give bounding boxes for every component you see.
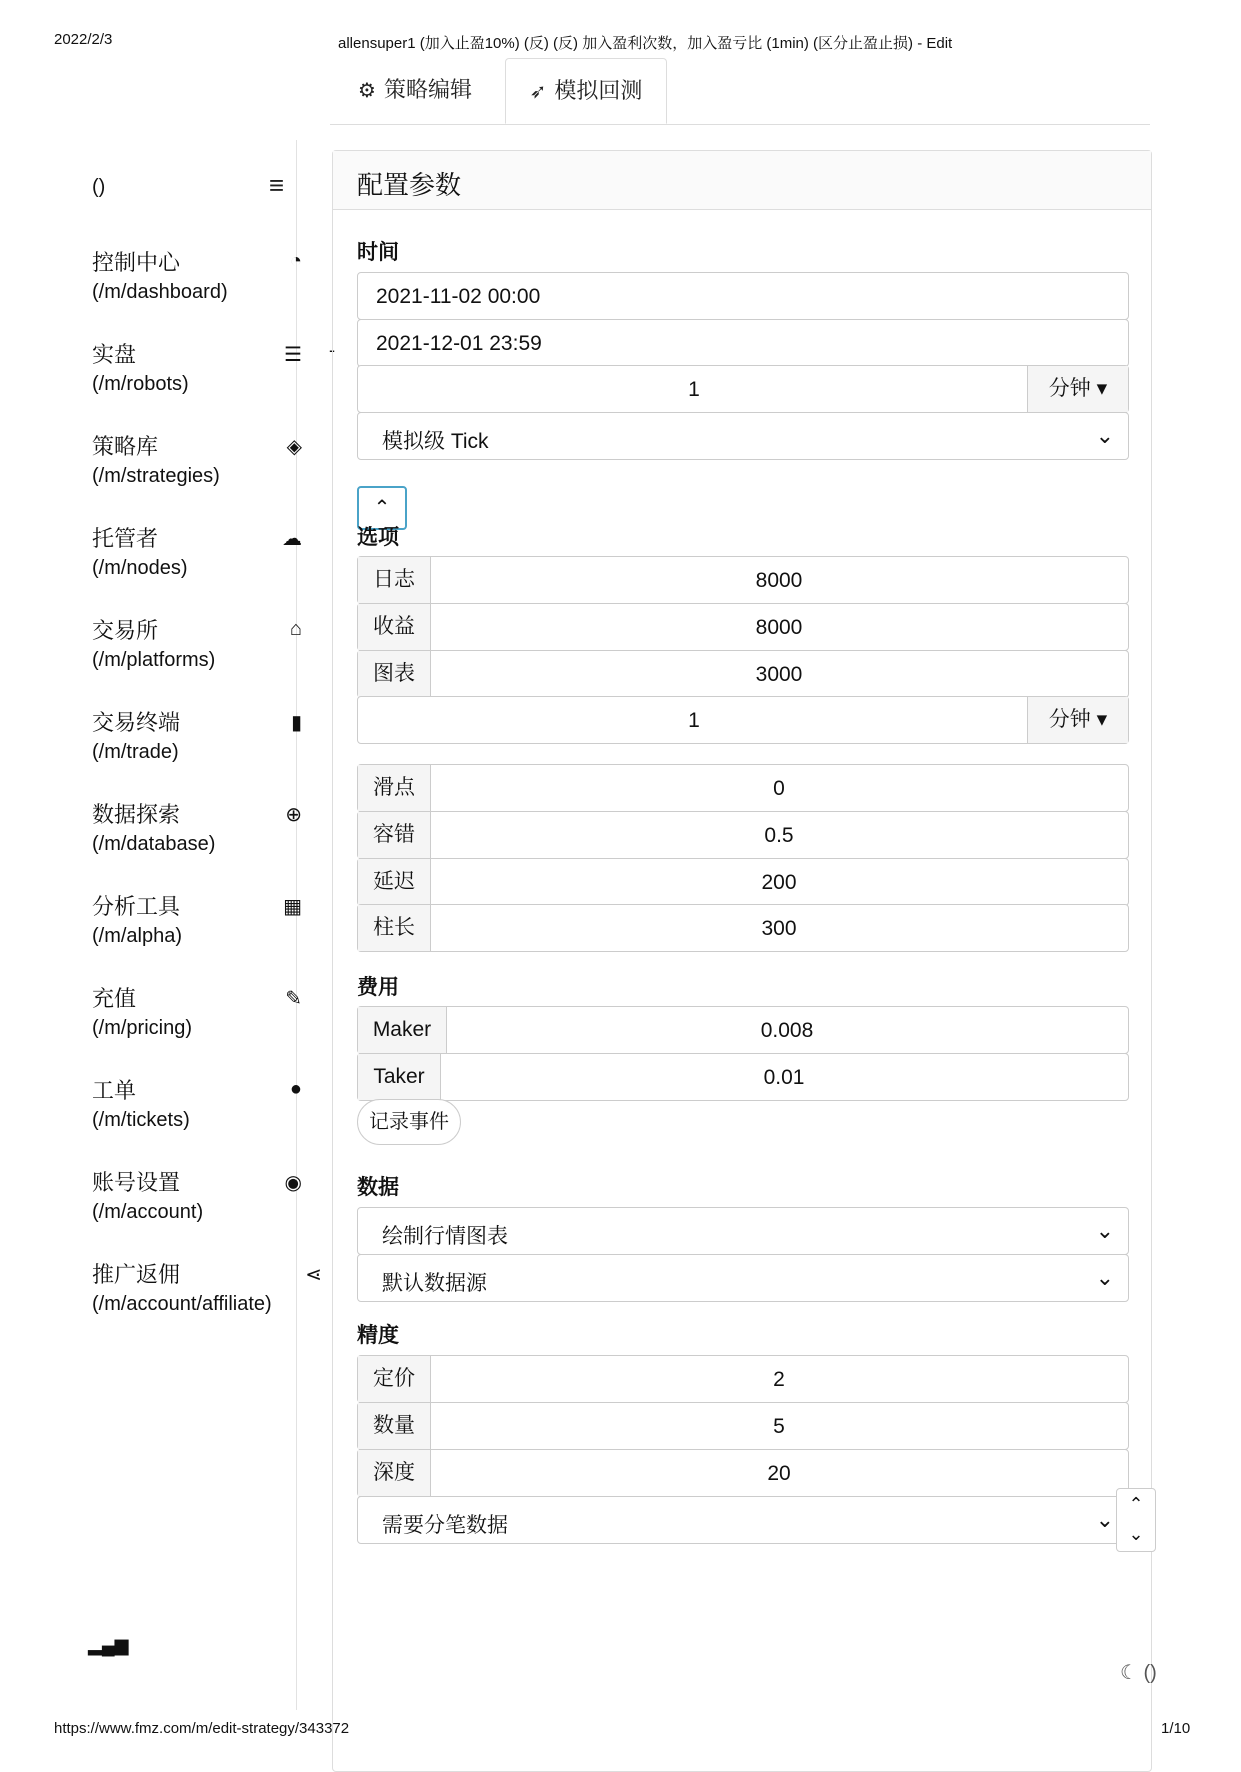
taker-fee-group [357, 1053, 1129, 1101]
record-events-button[interactable]: 记录事件 [357, 1099, 461, 1145]
tick-mode-select[interactable]: 模拟级 Tick ⌄ [357, 412, 1129, 460]
slippage-input[interactable]: 0 [773, 777, 785, 800]
section-fees-label: 费用 [357, 976, 399, 999]
maker-fee-label: Maker [358, 1007, 447, 1053]
section-precision-label: 精度 [357, 1324, 399, 1347]
delay-input[interactable]: 200 [761, 871, 797, 894]
tab-strategy-edit[interactable] [330, 58, 500, 122]
slippage-group [357, 764, 1129, 812]
panel-title: 配置参数 [357, 170, 462, 200]
tick-data-select[interactable]: 需要分笔数据 ⌄ [357, 1496, 1129, 1544]
taker-fee-label: Taker [358, 1054, 441, 1100]
number-spinner[interactable] [1116, 1488, 1156, 1552]
menu-icon[interactable]: ≡ [268, 170, 284, 200]
sidebar-item-dashboard[interactable]: 控制中心 (/m/dashboard) ◔ [92, 250, 302, 303]
bar-chart-icon: ▮ [290, 712, 302, 734]
price-precision-input[interactable]: 2 [773, 1368, 785, 1391]
log-limit-group [357, 556, 1129, 604]
share-icon: ⋖ [305, 1264, 322, 1286]
panel-header [333, 151, 1151, 210]
chart-limit-input[interactable]: 3000 [755, 663, 803, 686]
print-url: https://www.fmz.com/m/edit-strategy/343372 [54, 1720, 350, 1737]
price-precision-label: 定价 [358, 1356, 431, 1402]
dashboard-icon: ◔ [289, 250, 302, 272]
options-period-input[interactable]: 1 [688, 709, 700, 732]
maker-fee-input[interactable]: 0.008 [760, 1019, 814, 1042]
sidebar-item-trade[interactable]: 交易终端 (/m/trade) ▮ [92, 710, 302, 763]
tolerance-label: 容错 [358, 812, 431, 858]
bar-length-label: 柱长 [358, 905, 431, 951]
bar-length-input[interactable]: 300 [761, 917, 797, 940]
sidebar-item-platforms[interactable]: 交易所 (/m/platforms) ⌂ [92, 618, 302, 671]
bank-icon: ⌂ [289, 618, 302, 640]
tab-strategy-edit-label: 策略编辑 [383, 77, 472, 102]
signal-icon: ▂▄▆ [88, 1635, 129, 1655]
comment-icon: ● [289, 1078, 302, 1100]
data-source-select[interactable]: 默认数据源 ⌄ [357, 1254, 1129, 1302]
collapse-button[interactable]: ⌃ [357, 486, 407, 530]
separator-dash: - [329, 340, 335, 360]
tasks-icon: ☰ [284, 344, 302, 366]
bar-length-group [357, 904, 1129, 952]
sidebar-item-nodes[interactable]: 托管者 (/m/nodes) ☁ [92, 526, 302, 579]
section-time-label: 时间 [357, 241, 399, 264]
options-period-unit-dropdown[interactable]: 分钟 ▾ [1027, 697, 1128, 743]
depth-group [357, 1449, 1129, 1497]
options-period-group [357, 696, 1129, 744]
plug-icon: ✎ [285, 988, 302, 1010]
rocket-icon: ➶ [529, 81, 547, 103]
depth-input[interactable]: 20 [767, 1462, 791, 1485]
print-page-number: 1/10 [1161, 1720, 1191, 1737]
config-panel [332, 150, 1152, 1772]
amount-precision-input[interactable]: 5 [773, 1415, 785, 1438]
maker-fee-group [357, 1006, 1129, 1054]
chart-limit-group [357, 650, 1129, 698]
tab-backtest[interactable] [505, 58, 667, 124]
taker-fee-input[interactable]: 0.01 [763, 1066, 805, 1089]
sidebar-item-alpha[interactable]: 分析工具 (/m/alpha) ▦ [92, 894, 302, 947]
tolerance-input[interactable]: 0.5 [764, 824, 794, 847]
spinner-up-icon[interactable]: ⌃ [1128, 1494, 1144, 1514]
amount-precision-label: 数量 [358, 1403, 431, 1449]
sidebar-item-robots[interactable]: 实盘 (/m/robots) ☰ [92, 342, 302, 395]
chevron-down-icon: ⌄ [1095, 1265, 1114, 1290]
section-options-label: 选项 [357, 526, 399, 549]
chart-select[interactable]: 绘制行情图表 ⌄ [357, 1207, 1129, 1255]
kline-period-input[interactable]: 1 [688, 378, 700, 401]
calculator-icon: ▦ [283, 896, 302, 918]
kline-period-group [357, 365, 1129, 413]
tolerance-group [357, 811, 1129, 859]
log-limit-input[interactable]: 8000 [755, 569, 803, 592]
cube-icon: ◈ [286, 436, 302, 458]
chevron-down-icon: ⌄ [1095, 423, 1114, 448]
section-data-label: 数据 [357, 1176, 399, 1199]
cloud-icon: ☁ [282, 528, 302, 550]
print-title: allensuper1 (加入止盈10%) (反) (反) 加入盈利次数，加入盈亏比 (1min) (区分止盈止损) - Edit [338, 35, 953, 52]
profit-limit-input[interactable]: 8000 [755, 616, 803, 639]
spinner-down-icon[interactable]: ⌄ [1128, 1524, 1144, 1544]
tab-backtest-label: 模拟回测 [554, 78, 643, 103]
theme-toggle-icon[interactable]: ☾ () [1120, 1662, 1157, 1684]
sidebar-item-tickets[interactable]: 工单 (/m/tickets) ● [92, 1078, 302, 1131]
sidebar-item-strategies[interactable]: 策略库 (/m/strategies) ◈ [92, 434, 302, 487]
amount-precision-group [357, 1402, 1129, 1450]
user-circle-icon: ◉ [284, 1172, 302, 1194]
price-precision-group [357, 1355, 1129, 1403]
sidebar-item-affiliate[interactable]: 推广返佣 (/m/account/affiliate) ⋖ [92, 1262, 322, 1315]
chart-limit-label: 图表 [358, 651, 431, 697]
chevron-down-icon: ⌄ [1095, 1218, 1114, 1243]
sidebar-header: () [92, 176, 106, 198]
delay-group [357, 858, 1129, 906]
sidebar [70, 140, 322, 1710]
profit-limit-group [357, 603, 1129, 651]
log-limit-label: 日志 [358, 557, 431, 603]
cubes-icon: ⚙ [358, 80, 376, 102]
tab-bar [330, 58, 1150, 125]
sidebar-item-account[interactable]: 账号设置 (/m/account) ◉ [92, 1170, 302, 1223]
sidebar-item-pricing[interactable]: 充值 (/m/pricing) ✎ [92, 986, 302, 1039]
search-plus-icon: ⊕ [285, 804, 302, 826]
start-time-input[interactable]: 2021-11-02 00:00 [357, 272, 1129, 320]
kline-period-unit-dropdown[interactable]: 分钟 ▾ [1027, 366, 1128, 412]
depth-label: 深度 [358, 1450, 431, 1496]
sidebar-item-database[interactable]: 数据探索 (/m/database) ⊕ [92, 802, 302, 855]
slippage-label: 滑点 [358, 765, 431, 811]
chevron-down-icon: ⌄ [1095, 1507, 1114, 1532]
profit-limit-label: 收益 [358, 604, 431, 650]
print-date: 2022/2/3 [54, 31, 113, 48]
end-time-input[interactable]: 2021-12-01 23:59 [357, 319, 1129, 367]
delay-label: 延迟 [358, 859, 431, 905]
